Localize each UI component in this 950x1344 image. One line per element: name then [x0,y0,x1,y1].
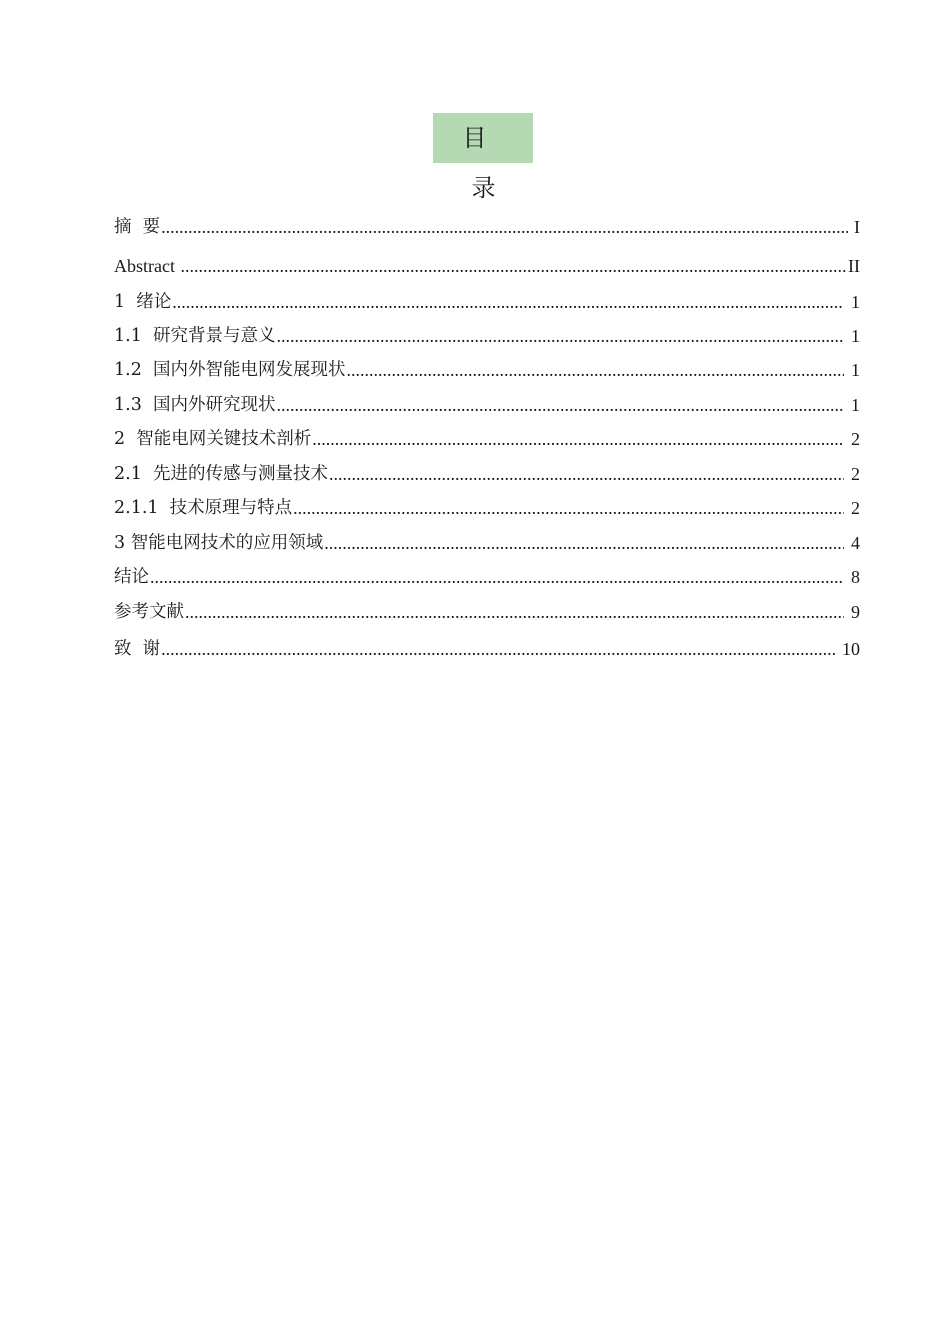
toc-entry-page: 8 [851,567,860,587]
toc-entry-acknowledgements[interactable] [114,634,860,660]
toc-entry-label: 致 谢 [114,639,161,659]
toc-entry-page: I [854,217,860,237]
toc-entry-page: 2 [851,464,860,484]
toc-entry-label: 参考文献 [114,602,184,622]
toc-entry-abstract-en[interactable] [114,251,860,277]
toc-entry-label: 1 绪论 [114,292,172,312]
toc-leader-dots [276,394,844,416]
toc-entry-label: 1.2 国内外智能电网发展现状 [114,360,346,380]
toc-entry-page: 2 [851,429,860,449]
toc-entry-label: 摘 要 [114,217,161,237]
toc-entry-abstract-cn[interactable] [114,212,860,238]
toc-entry-label: 2.1.1 技术原理与特点 [114,498,293,518]
toc-leader-dots [185,601,844,623]
toc-leader-dots [276,325,844,347]
toc-entry-page: 1 [851,395,860,415]
toc-entry-page: 2 [851,498,860,518]
toc-leader-dots [346,359,844,381]
toc-entry-section-2-1[interactable] [114,459,860,485]
toc-leader-dots [293,497,844,519]
toc-entry-page: II [848,256,860,276]
toc-entry-section-2-1-1[interactable] [114,493,860,519]
toc-entry-label: 1.3 国内外研究现状 [114,395,276,415]
toc-entry-chapter-2[interactable] [114,424,860,450]
toc-entry-chapter-3[interactable] [114,528,860,554]
toc-entry-label: 结论 [114,567,149,587]
toc-leader-dots [324,532,844,554]
toc-entry-page: 4 [851,533,860,553]
toc-leader-dots [180,255,846,277]
toc-leader-dots [312,428,844,450]
toc-entry-page: 1 [851,292,860,312]
toc-entry-page: 1 [851,326,860,346]
toc-entry-label: 3 智能电网技术的应用领域 [114,533,324,553]
toc-entry-label: 2.1 先进的传感与测量技术 [114,464,328,484]
toc-entry-references[interactable] [114,597,860,623]
toc-entry-label: 2 智能电网关键技术剖析 [114,429,312,449]
toc-leader-dots [329,463,844,485]
toc-leader-dots [161,216,848,238]
toc-entry-conclusion[interactable] [114,562,860,588]
toc-leader-dots [161,638,836,660]
toc-entry-label: 1.1 研究背景与意义 [114,326,276,346]
toc-entry-page: 9 [851,602,860,622]
toc-title: 目 录 [433,113,534,163]
toc-entry-section-1-3[interactable] [114,390,860,416]
toc-entry-section-1-2[interactable] [114,355,860,381]
toc-entry-section-1-1[interactable] [114,321,860,347]
toc-leader-dots [172,291,844,313]
toc-entry-page: 1 [851,360,860,380]
toc-entry-chapter-1[interactable] [114,287,860,313]
title-wrap [0,113,950,201]
toc-entry-page: 10 [842,639,860,659]
toc-entry-label: Abstract [114,256,180,276]
toc-leader-dots [150,566,844,588]
